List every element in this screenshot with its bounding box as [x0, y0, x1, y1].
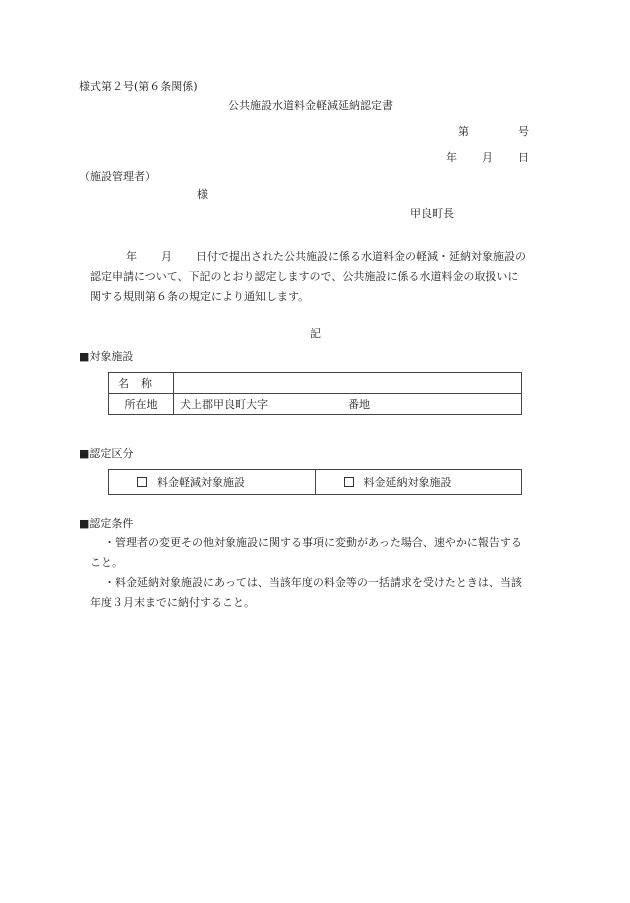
table-row	[109, 470, 522, 495]
option-deferral: 料金延納対象施設	[315, 470, 522, 495]
notice-line-1: 年 月 日付で提出された公共施設に係る水道料金の軽減・延納対象施設の	[126, 250, 526, 263]
date-month: 月	[482, 151, 493, 164]
document-title: 公共施設水道料金軽減延納認定書	[228, 99, 393, 112]
notice-line-2: 認定申請について、下記のとおり認定しますので、公共施設に係る水道料金の取扱いに	[90, 270, 519, 283]
conditions-heading: ■認定条件	[79, 517, 134, 530]
address-value: 犬上郡甲良町大字	[180, 398, 268, 411]
address-value-cell	[174, 394, 522, 415]
honorific: 様	[197, 188, 208, 201]
category-heading: ■認定区分	[79, 447, 134, 460]
checkbox-reduction[interactable]	[137, 477, 147, 487]
notice-line-3: 関する規則第６条の規定により通知します。	[90, 290, 310, 303]
addressee-label: （施設管理者）	[79, 170, 156, 183]
address-suffix: 番地	[348, 398, 370, 411]
category-table	[108, 469, 522, 495]
table-row	[109, 394, 522, 415]
date-day: 日	[518, 151, 529, 164]
facility-heading: ■対象施設	[79, 350, 134, 363]
condition-2-line-2: 年度３月末までに納付すること。	[90, 596, 255, 609]
address-label-cell: 所在地	[109, 394, 174, 415]
option-reduction: 料金軽減対象施設	[109, 470, 316, 495]
date-year: 年	[446, 151, 457, 164]
issuer: 甲良町長	[410, 207, 454, 220]
condition-1-line-1: ・管理者の変更その他対象施設に関する事項に変動があった場合、速やかに報告する	[104, 536, 522, 549]
ki-heading: 記	[310, 327, 321, 340]
condition-1-line-2: こと。	[90, 556, 123, 569]
notice-paragraph	[90, 247, 552, 307]
condition-2-line-1: ・料金延納対象施設にあっては、当該年度の料金等の一括請求を受けたときは、当該	[104, 576, 522, 589]
form-number: 様式第２号(第６条関係)	[79, 80, 198, 93]
number-prefix: 第	[458, 125, 469, 138]
conditions-list	[90, 533, 554, 613]
name-label-cell: 名称	[109, 373, 174, 394]
table-row	[109, 373, 522, 394]
number-suffix: 号	[518, 125, 529, 138]
checkbox-deferral[interactable]	[344, 477, 354, 487]
name-value-cell	[174, 373, 522, 394]
facility-table	[108, 372, 522, 415]
